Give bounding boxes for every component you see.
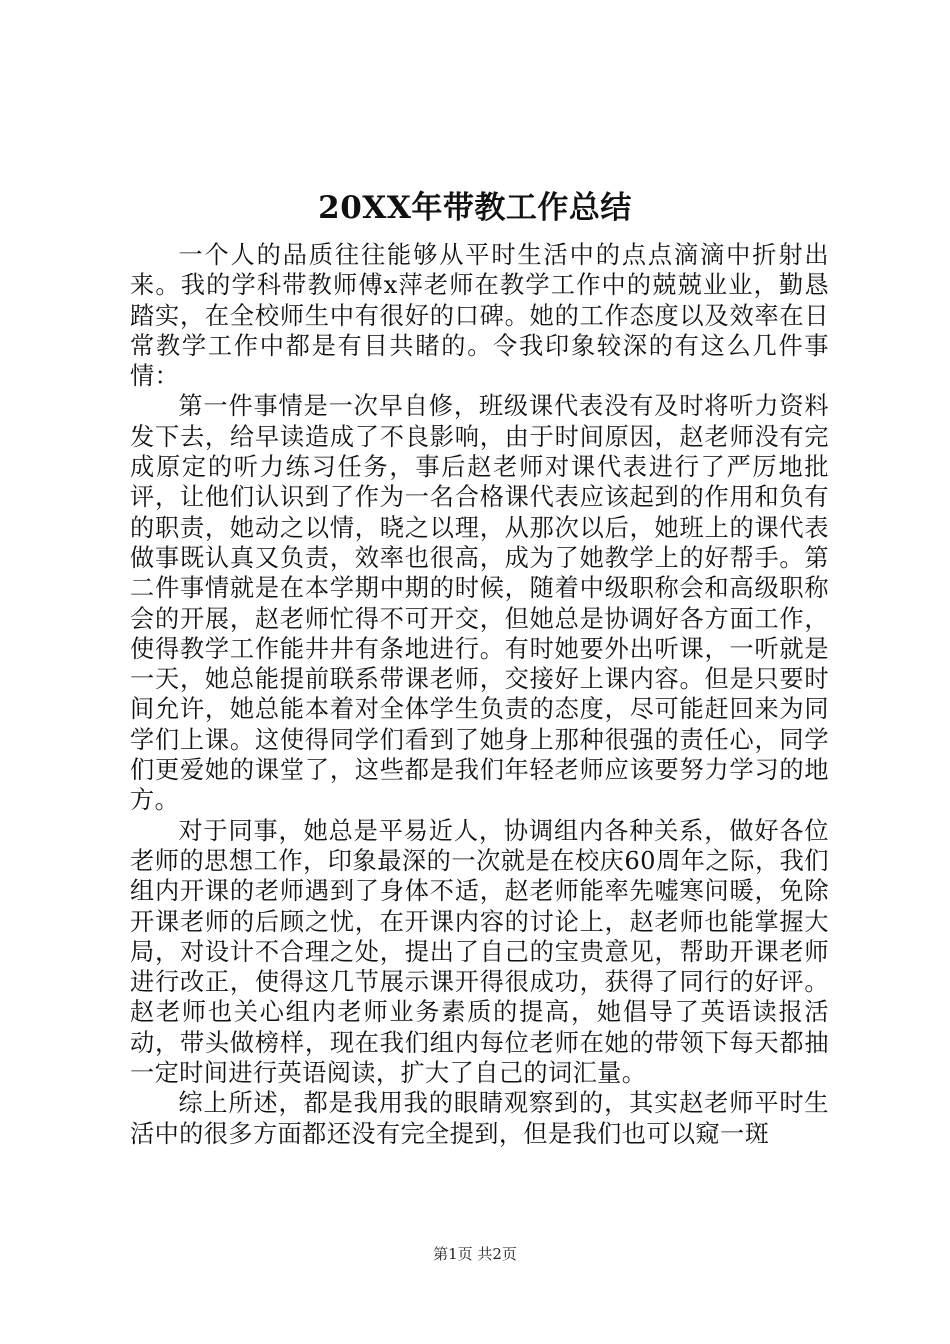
paragraph-first-event: 第一件事情是一次早自修，班级课代表没有及时将听力资料发下去，给早读造成了不良影响，由于时间原因，赵老师没有完成原定的听力练习任务，事后赵老师对课代表进行了严厉地批评，让他们认识到了作为一名合格课代表应该起到的作用和负有的职责，她动之以情，晓之以理，从那次以后，她班上的课代表做事既认真又负责，效率也很高，成为了她教学上的好帮手。第二件事情就是在本学期中期的时候，随着中级职称会和高级职称会的开展，赵老师忙得不可开交，但她总是协调好各方面工作，使得教学工作能井井有条地进行。有时她要外出听课，一听就是一天，她总能提前联系带课老师，交接好上课内容。但是只要时间允许，她总能本着对全体学生负责的态度，尽可能赶回来为同学们上课。这使得同学们看到了她身上那种很强的责任心，同学们更爱她的课堂了，这些都是我们年轻老师应该要努力学习的地方。 <box>130 392 829 815</box>
document-title: 20XX年带教工作总结 <box>318 190 632 226</box>
page-footer: 第1页 共2页 <box>433 1245 517 1263</box>
document-body <box>130 240 829 1149</box>
paragraph-summary: 综上所述，都是我用我的眼睛观察到的，其实赵老师平时生活中的很多方面都还没有完全提到，但是我们也可以窥一斑 <box>130 1089 829 1148</box>
paragraph-colleagues: 对于同事，她总是平易近人，协调组内各种关系，做好各位老师的思想工作，印象最深的一次就是在校庆60周年之际，我们组内开课的老师遇到了身体不适，赵老师能率先嘘寒问暖，免除开课老师的后顾之忧，在开课内容的讨论上，赵老师也能掌握大局，对设计不合理之处，提出了自己的宝贵意见，帮助开课老师进行改正，使得这几节展示课开得很成功，获得了同行的好评。赵老师也关心组内老师业务素质的提高，她倡导了英语读报活动，带头做榜样，现在我们组内每位老师在她的带领下每天都抽一定时间进行英语阅读，扩大了自己的词汇量。 <box>130 816 829 1088</box>
paragraph-intro: 一个人的品质往往能够从平时生活中的点点滴滴中折射出来。我的学科带教师傅x萍老师在教学工作中的兢兢业业，勤恳踏实，在全校师生中有很好的口碑。她的工作态度以及效率在日常教学工作中都是有目共睹的。令我印象较深的有这么几件事情： <box>130 241 829 391</box>
